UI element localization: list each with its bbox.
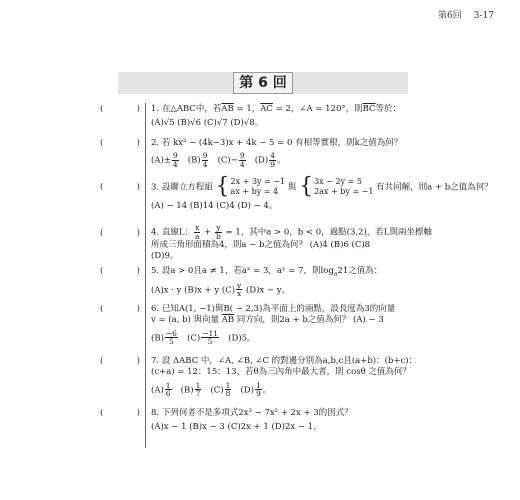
- answer-blank[interactable]: ( ): [100, 356, 140, 366]
- answer-blank[interactable]: ( ): [100, 104, 140, 114]
- answer-blank[interactable]: ( ): [100, 182, 140, 192]
- answer-options: (A) $\frac{1}{6}$ (B) $\frac{1}{7}$ (C) $\frac{1}{8}$ (D) $\frac{1}{9}$ 。: [151, 380, 272, 399]
- answer-options: (A)± $\frac{9}{4}$ (B) $\frac{9}{4}$ (C)− $\frac{9}{4}$ (D) $\frac{4}{9}$ 。: [151, 151, 286, 169]
- equation-system-1: { 2x + 3y = −1 ax + by = 4: [215, 174, 286, 199]
- question-number: 8.: [151, 408, 160, 418]
- header-page-number: 3-17: [473, 11, 494, 21]
- question-number: 1.: [151, 104, 160, 114]
- question-number: 6.: [151, 304, 160, 314]
- header-section: 第6回: [438, 11, 462, 21]
- question-number: 4.: [151, 227, 160, 238]
- question-number: 3.: [151, 182, 160, 193]
- answer-blank[interactable]: ( ): [100, 304, 140, 314]
- title-bar-right: [293, 72, 408, 94]
- question-number: 2.: [151, 138, 160, 148]
- answer-options: (A)x − 1 (B)x − 3 (C)2x + 1 (D)2x − 1。: [151, 422, 322, 433]
- equation-system-2: { 3x − 2y = 5 2ax + by = −1: [299, 174, 374, 199]
- answer-column-divider: [145, 103, 146, 448]
- answer-blank[interactable]: ( ): [100, 228, 140, 238]
- question-number: 5.: [151, 266, 160, 276]
- section-title: 第 6 回: [233, 72, 293, 94]
- title-bar-left: [118, 72, 233, 94]
- answer-options: (A)√5 (B)√6 (C)√7 (D)√8。: [151, 118, 264, 129]
- question-number: 7.: [151, 356, 160, 366]
- answer-blank[interactable]: ( ): [100, 408, 140, 418]
- page-header: [438, 8, 494, 21]
- section-title-banner: [118, 72, 408, 94]
- answer-blank[interactable]: ( ): [100, 266, 140, 276]
- answer-options: (A)x · y (B)x + y (C) $\frac{y}{x}$ (D)x − y。: [151, 280, 291, 299]
- answer-options: (A) − 14 (B)14 (C)4 (D) − 4。: [151, 201, 278, 211]
- answer-options: (B) $\frac{-6}{5}$ (C) $\frac{-11}{5}$ (D)5。: [151, 328, 256, 347]
- answer-blank[interactable]: ( ): [100, 138, 140, 148]
